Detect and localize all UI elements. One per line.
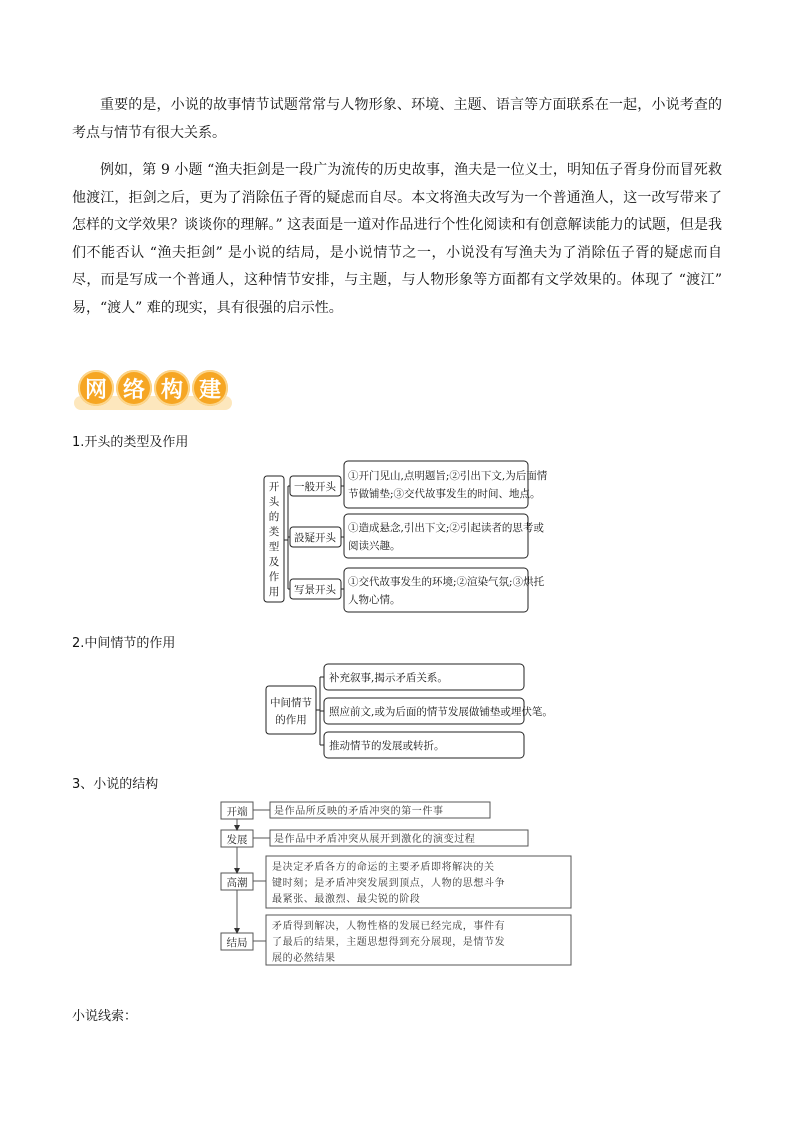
d2-item-text: 推动情节的发展或转折。 <box>329 740 445 752</box>
banner-char-2: 络 <box>116 370 152 406</box>
d3-stage-label-start: 开端 <box>226 806 248 818</box>
d1-root-char: 类 <box>268 526 280 538</box>
d1-desc-line: ①交代故事发生的环境;②渲染气氛;③烘托 <box>348 576 545 588</box>
d2-root-line: 的作用 <box>275 714 307 726</box>
d1-root-box <box>264 476 284 602</box>
d3-desc-box-climax <box>266 856 571 908</box>
d3-desc-box-ending <box>266 915 571 965</box>
d3-stage-label-ending: 结局 <box>226 937 248 949</box>
d1-branch-3-box <box>290 579 341 599</box>
d3-desc-box-develop <box>270 830 528 846</box>
d1-desc-2-box <box>344 514 528 558</box>
d1-desc-line: 人物心情。 <box>348 594 401 606</box>
d1-branch-1-box <box>290 476 341 496</box>
section-title-opening: 1.开头的类型及作用 <box>72 435 189 450</box>
d1-desc-line: 节做铺垫;③交代故事发生的时间、地点。 <box>348 488 541 500</box>
d3-desc-line: 是决定矛盾各方的命运的主要矛盾即将解决的关 <box>272 862 495 873</box>
d3-desc-line: 是作品所反映的矛盾冲突的第一件事 <box>274 806 444 817</box>
d1-branch-label-scenery: 写景开头 <box>294 584 336 596</box>
d1-root-char: 用 <box>268 586 280 598</box>
d1-root-char: 型 <box>268 541 280 553</box>
d3-desc-line: 了最后的结果，主题思想得到充分展现，是情节发 <box>272 937 506 948</box>
d3-stage-box-start <box>221 802 253 819</box>
paragraph-2: 例如，第 9 小题 “渔夫拒剑是一段广为流传的历史故事，渔夫是一位义士，明知伍子胥身份而冒死救他渡江，拒剑之后，更为了消除伍子胥的疑虑而自尽。本文将渔夫改写为一个普通渔人，这一改写带来了怎样的文学效果？谈谈你的理解。” 这表面是一道对作品进行个性化阅读和有创意解读能力的试题，但是我们不能否认 “渔夫拒剑” 是小说的结局，是小说情节之一，小说没有写渔夫为了消除伍子胥的疑虑而自尽，而是写成一个普通人，这种情节安排，与主题，与人物形象等方面都有文学效果的。体现了 “渡江” 易，“渡人” 难的现实，具有很强的启示性。 <box>72 162 722 316</box>
section-title-structure: 3、小说的结构 <box>72 777 159 792</box>
d1-root-char: 作 <box>268 571 280 583</box>
d3-stage-box-climax <box>221 873 253 890</box>
d3-desc-line: 键时刻；是矛盾冲突发展到顶点，人物的思想斗争 <box>272 878 506 889</box>
d1-root-char: 及 <box>268 556 280 568</box>
d3-desc-box-start <box>270 802 490 818</box>
d1-branch-2-box <box>290 527 341 547</box>
d2-item-text: 补充叙事,揭示矛盾关系。 <box>329 672 448 684</box>
d3-stage-label-climax: 高潮 <box>226 877 248 889</box>
d1-desc-line: 阅读兴趣。 <box>348 540 401 552</box>
d1-desc-1-box <box>344 461 528 508</box>
banner-char-1: 网 <box>78 370 114 406</box>
section-title-clues: 小说线索： <box>72 1009 138 1024</box>
banner-char-3: 构 <box>154 370 190 406</box>
d3-desc-line: 矛盾得到解决，人物性格的发展已经完成，事件有 <box>272 921 506 932</box>
d1-desc-line: ①开门见山,点明题旨;②引出下文,为后面情 <box>348 470 548 482</box>
d2-root-box <box>266 686 316 734</box>
d1-desc-3-box <box>344 568 528 612</box>
d3-desc-line: 最紧张、最激烈、最尖锐的阶段 <box>272 894 421 905</box>
d2-item-text: 照应前文,或为后面的情节发展做铺垫或埋伏笔。 <box>329 706 553 718</box>
d1-root-char: 的 <box>268 511 280 523</box>
d3-desc-line: 是作品中矛盾冲突从展开到激化的演变过程 <box>274 834 476 845</box>
d2-root-line: 中间情节 <box>270 697 312 709</box>
paragraph-1: 重要的是，小说的故事情节试题常常与人物形象、环境、主题、语言等方面联系在一起，小说考查的考点与情节有很大关系。 <box>72 97 722 141</box>
d2-item-1-box <box>324 664 524 690</box>
d3-stage-box-develop <box>221 830 253 847</box>
section-banner <box>74 368 234 414</box>
d2-item-3-box <box>324 732 524 758</box>
section-title-middle-plot: 2.中间情节的作用 <box>72 636 176 651</box>
banner-char-4: 建 <box>192 370 228 406</box>
d3-stage-box-ending <box>221 933 253 950</box>
d1-root-char: 头 <box>268 496 280 508</box>
d1-root-char: 开 <box>268 481 280 493</box>
d3-stage-label-develop: 发展 <box>226 834 248 846</box>
d3-desc-line: 展的必然结果 <box>272 953 336 964</box>
d1-desc-line: ①造成悬念,引出下文;②引起读者的思考或 <box>348 522 544 534</box>
d1-branch-label-general: 一般开头 <box>294 481 336 493</box>
d1-branch-label-suspense: 設疑开头 <box>294 532 336 544</box>
d2-item-2-box <box>324 698 524 724</box>
